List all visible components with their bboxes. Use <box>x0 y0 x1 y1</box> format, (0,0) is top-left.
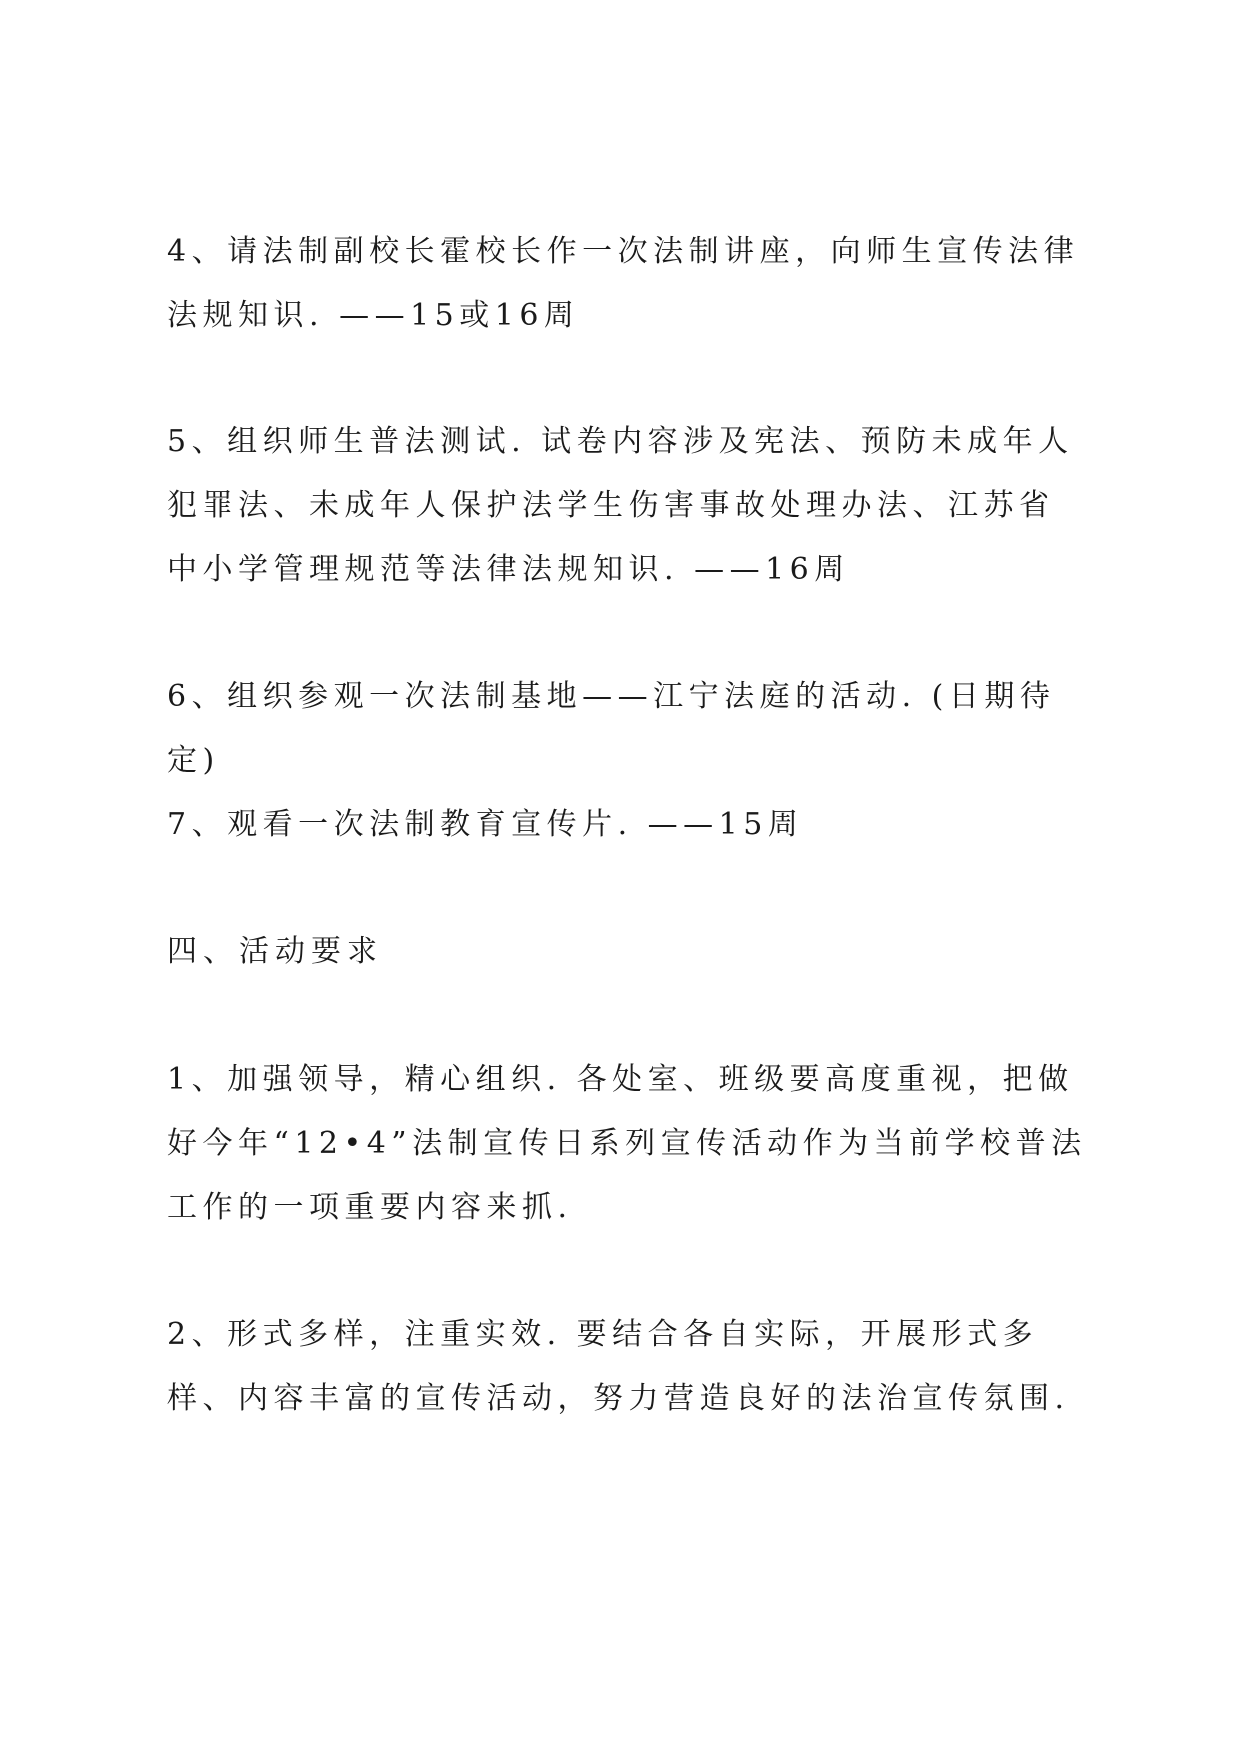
paragraph-item-6: 6、组织参观一次法制基地——江宁法庭的活动. (日期待定) <box>167 679 1056 778</box>
paragraph-item-7: 7、观看一次法制教育宣传片. ——15周 <box>167 807 804 842</box>
paragraph-requirement-2: 2、形式多样，注重实效. 要结合各自实际，开展形式多样、内容丰富的宣传活动，努力营造良好的法治宣传氛围. <box>167 1317 1070 1416</box>
paragraph-requirement-1: 1、加强领导，精心组织. 各处室、班级要高度重视，把做好今年“12•4”法制宣传日系列宣传活动作为当前学校普法工作的一项重要内容来抓. <box>167 1062 1087 1225</box>
paragraph-item-4: 4、请法制副校长霍校长作一次法制讲座，向师生宣传法律法规知识. ——15或16周 <box>167 234 1080 333</box>
paragraph-item-5: 5、组织师生普法测试. 试卷内容涉及宪法、预防未成年人犯罪法、未成年人保护法学生伤害事故处理办法、江苏省中小学管理规范等法律法规知识. ——16周 <box>167 424 1074 587</box>
section-heading-requirements: 四、活动要求 <box>167 934 383 969</box>
